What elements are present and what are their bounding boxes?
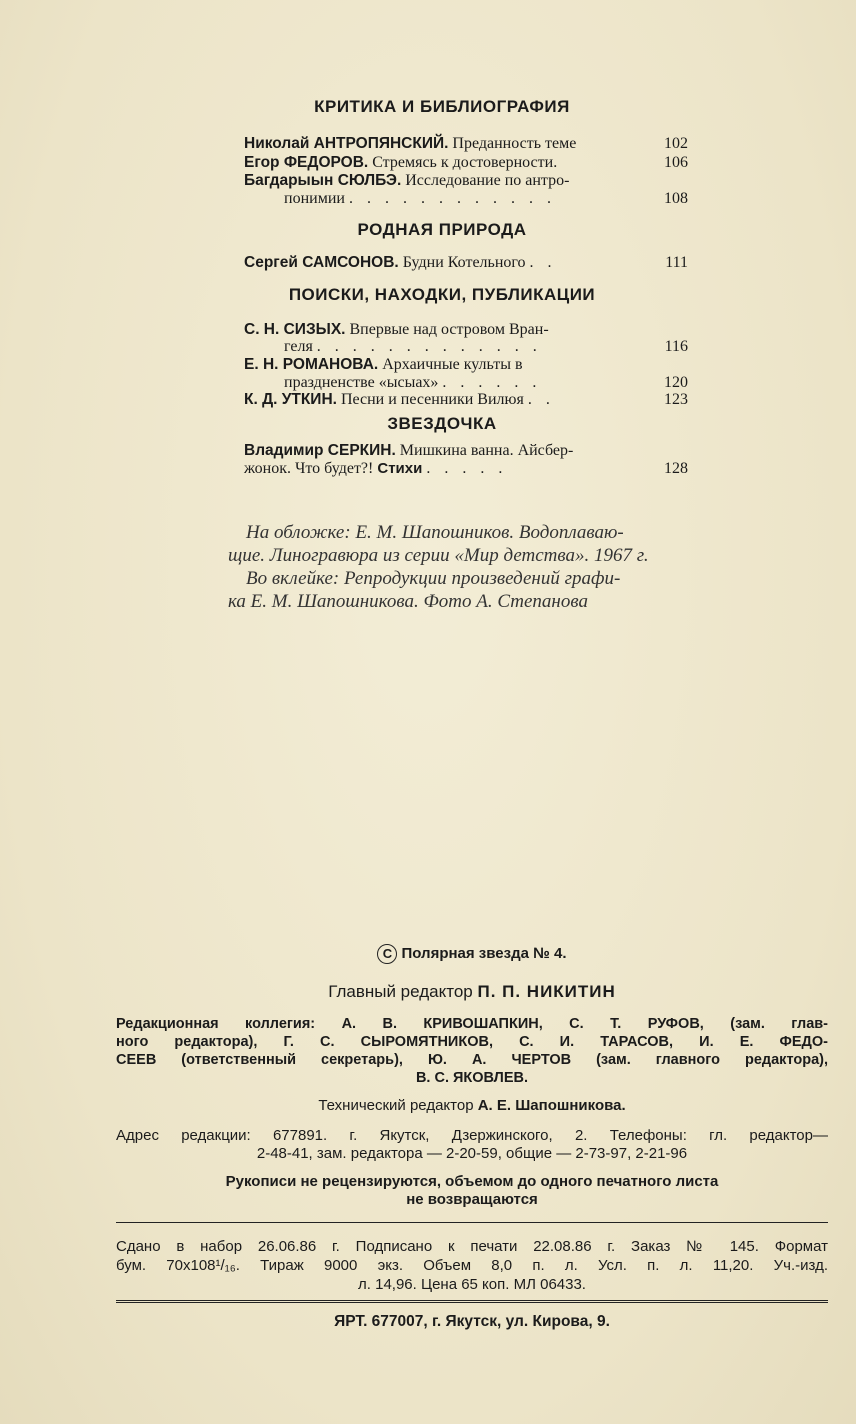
board-line: ного редактора), Г. С. СЫРОМЯТНИКОВ, С. И. ТАРАСОВ, И. Е. ФЕДО-: [116, 1034, 828, 1050]
toc-title-cont: жонок. Что будет?!: [244, 460, 374, 477]
toc-entry-samsonov[interactable]: [244, 253, 688, 272]
toc-title: Архаичные культы в: [378, 356, 523, 373]
editorial-board: [116, 1015, 828, 1087]
toc-page-number: 128: [664, 460, 688, 477]
double-divider: [116, 1300, 828, 1303]
tech-editor: [116, 1097, 828, 1114]
toc-entry-serkin[interactable]: [244, 441, 688, 460]
copyright-icon: C: [377, 944, 397, 964]
board-line: А. В. КРИВОШАПКИН, С. Т. РУФОВ, (зам. глав-: [341, 1016, 829, 1032]
toc-page-number: 108: [664, 190, 688, 207]
leader-dots: . . . . .: [426, 460, 508, 477]
toc-author: Сергей САМСОНОВ.: [244, 254, 399, 271]
section-title-nature: РОДНАЯ ПРИРОДА: [357, 220, 527, 239]
toc-author: Багдарыын СЮЛБЭ.: [244, 172, 402, 189]
toc-author: Владимир СЕРКИН.: [244, 442, 396, 459]
manuscripts-notice: [116, 1173, 828, 1209]
toc-title: Мишкина ванна. Айсбер-: [395, 442, 574, 459]
copyright-text: Полярная звезда № 4.: [401, 944, 567, 962]
leader-dots: . .: [529, 254, 557, 271]
cover-note-line: На обложке: Е. М. Шапошников. Водоплаваю-: [246, 522, 624, 543]
chief-editor-name: П. П. НИКИТИН: [477, 982, 616, 1001]
toc-author: Е. Н. РОМАНОВА.: [244, 356, 379, 373]
leader-dots: . . . . . . . . . . . .: [348, 190, 556, 207]
print-details: [116, 1237, 828, 1294]
toc-entry-serkin-cont: [244, 459, 688, 478]
tech-editor-label: Технический редактор: [318, 1097, 474, 1114]
leader-dots: . . . . . . . . . . . . .: [316, 338, 542, 355]
toc-entry-utkin[interactable]: [244, 390, 688, 409]
address: [116, 1127, 828, 1163]
divider: [116, 1222, 828, 1223]
board-line: В. С. ЯКОВЛЕВ.: [415, 1070, 529, 1086]
toc-title: Песни и песенники Вилюя: [336, 391, 524, 408]
section-title-search: ПОИСКИ, НАХОДКИ, ПУБЛИКАЦИИ: [288, 285, 596, 304]
toc-page-number: 106: [664, 154, 688, 171]
tech-editor-name: А. Е. Шапошникова.: [477, 1097, 626, 1114]
toc-author: Николай АНТРОПЯНСКИЙ.: [244, 135, 449, 152]
toc-title: Впервые над островом Вран-: [345, 321, 549, 338]
leader-dots: . .: [527, 391, 555, 408]
chief-editor-label: Главный редактор: [328, 982, 473, 1001]
toc-entry-fedorov[interactable]: [244, 153, 688, 172]
print-line: Сдано в набор 26.06.86 г. Подписано к печати 22.08.86 г. Заказ № 145. Формат: [116, 1238, 828, 1255]
address-line: Адрес редакции: 677891. г. Якутск, Дзержинского, 2. Телефоны: гл. редактор—: [116, 1127, 828, 1144]
toc-author: Егор ФЕДОРОВ.: [244, 154, 369, 171]
cover-note-line: ка Е. М. Шапошникова. Фото А. Степанова: [228, 591, 588, 612]
cover-note-line: Во вклейке: Репродукции произведений графи-: [246, 568, 621, 589]
print-line: бум. 70х108¹/₁₆. Тираж 9000 экз. Объем 8,0 п. л. Усл. п. л. 11,20. Уч.-изд.: [116, 1257, 828, 1274]
print-line: л. 14,96. Цена 65 коп. МЛ 06433.: [358, 1276, 586, 1293]
toc-page-number: 102: [664, 135, 688, 152]
toc-title-cont: понимии: [284, 190, 345, 207]
copyright-line: [116, 944, 828, 964]
toc-entry-antropyansky[interactable]: [244, 134, 688, 153]
toc-entry-syulbe[interactable]: [244, 171, 688, 190]
toc-page-number: 111: [665, 254, 688, 271]
board-line: СЕЕВ (ответственный секретарь), Ю. А. ЧЕРТОВ (зам. главного редактора),: [116, 1052, 828, 1068]
toc-page-number: 116: [664, 338, 688, 355]
chief-editor: [116, 982, 828, 1002]
cover-note-line: щие. Линогравюра из серии «Мир детства». 1967 г.: [228, 545, 649, 566]
toc-title-cont: геля: [284, 338, 313, 355]
toc-title: Исследование по антро-: [401, 172, 570, 189]
toc-title: Будни Котельного: [398, 254, 526, 271]
notice-line: Рукописи не рецензируются, объемом до одного печатного листа: [225, 1173, 719, 1190]
section-title-critique: КРИТИКА И БИБЛИОГРАФИЯ: [314, 97, 570, 116]
toc-author: К. Д. УТКИН.: [244, 391, 337, 408]
section-title-star: ЗВЕЗДОЧКА: [387, 414, 497, 433]
toc-title-cont: праздненстве «ысыах»: [284, 374, 439, 391]
printer-address: ЯРТ. 677007, г. Якутск, ул. Кирова, 9.: [334, 1313, 610, 1330]
toc-page-number: 120: [664, 374, 688, 391]
toc-entry-syulbe-cont: [284, 189, 688, 208]
toc-genre: Стихи: [377, 460, 423, 477]
toc-author: С. Н. СИЗЫХ.: [244, 321, 346, 338]
toc-entry-romanova[interactable]: [244, 355, 688, 374]
address-line: 2-48-41, зам. редактора — 2-20-59, общие — 2-73-97, 2-21-96: [256, 1145, 688, 1162]
cover-note: [228, 521, 758, 613]
toc-title: Стремясь к достоверности.: [368, 154, 558, 171]
toc-page-number: 123: [664, 391, 688, 408]
board-label: Редакционная коллегия:: [116, 1016, 316, 1032]
toc-entry-sizykh-cont: [284, 337, 688, 356]
leader-dots: . . . . . .: [442, 374, 542, 391]
notice-line: не возвращаются: [406, 1191, 538, 1208]
toc-title: Преданность теме: [448, 135, 577, 152]
